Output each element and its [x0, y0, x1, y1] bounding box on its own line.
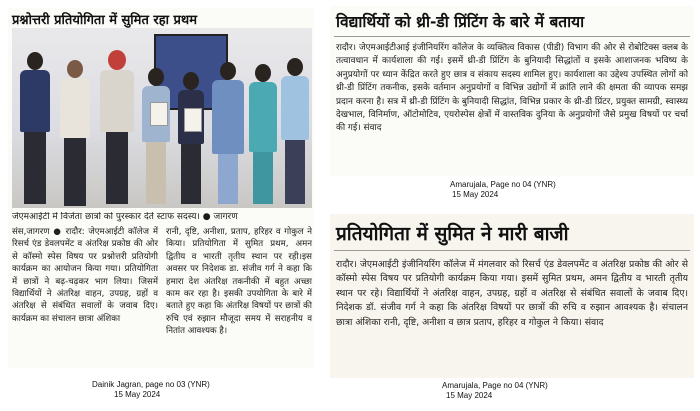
- clip1-date: 15 May 2024: [114, 390, 161, 399]
- person-figure: [280, 58, 310, 208]
- amarujala-clipping-competition: [330, 214, 694, 378]
- clip3-source: Amarujala, Page no 04 (YNR): [442, 381, 548, 390]
- dainik-jagran-clipping: [8, 8, 314, 368]
- person-figure: [18, 52, 52, 208]
- clip3-body: रादौर। जेएमआईटी इंजीनियरिंग कॉलेज में मंगलवार को रिसर्च एंड डेवलपमेंट व अंतरिक्ष प्रकोष्ठ की ओर से कॉस्मो स्पेस विषय पर प्रतियोगी कार्यक्रम किया गया। इसमें सुमित प्रथम, अमन द्वितीय व भारती तृतीय स्थान पर रहे। विद्यार्थियों ने अंतरिक्ष वाहन, उपग्रह, ग्रहों व अंतरिक्ष से संबंधित सवालों के जवाब दिए। निदेशक डॉ. संजीव गर्ग ने कहा कि अंतरिक्ष विषयों पर छात्रों की रुचि व रुझान आवश्यक है। संचालन छात्रा अंशिका रानी, दृष्टि, अनीशा व छात्र प्रताप, हरिहर व गोकुल ने किया। संवाद: [336, 259, 688, 328]
- clip2-date: 15 May 2024: [452, 190, 499, 199]
- clip2-headline: विद्यार्थियों को थ्री-डी प्रिंटिंग के बारे में बताया: [336, 13, 585, 31]
- award-ceremony-photo: [12, 28, 312, 208]
- certificate: [150, 102, 168, 126]
- certificate: [184, 108, 202, 132]
- clip2-source: Amarujala, Page no 04 (YNR): [450, 180, 556, 189]
- clip1-headline: प्रश्नोत्तरी प्रतियोगिता में सुमित रहा प्रथम: [12, 13, 197, 28]
- person-figure: [58, 60, 92, 208]
- divider: [334, 36, 690, 37]
- person-figure: [248, 64, 278, 208]
- person-figure: [176, 72, 206, 208]
- clip2-body: रादौर। जेएमआईटीआई इंजीनियरिंग कॉलेज के व्यक्तित्व विकास (पीडी) विभाग की ओर से रोबोटिक्स क्लब के तत्वावधान में कार्यशाला की गई। इसमें थ्री-डी प्रिंटिंग के बुनियादी सिद्धांतों व इसके आशाजनक भविष्य के अनुप्रयोगों पर ध्यान केंद्रित करते हुए छात्र व संकाय सदस्य शामिल हुए। कार्यशाला का उद्देश्य उपस्थित लोगों को थ्री-डी प्रिंटिंग तकनीक, इसके वर्तमान अनुप्रयोगों व विभिन्न उद्योगों में क्रांति लाने की क्षमता की व्यापक समझ प्रदान करना है। सत्र में थ्री-डी प्रिंटिंग के बुनियादी सिद्धांत, विभिन्न प्रकार के थ्री-डी प्रिंटर, प्रयुक्त सामग्री, स्वास्थ्य देखभाल, विनिर्माण, ऑटोमोटिव, एयरोस्पेस क्षेत्रों में वास्तविक दुनिया के अनुप्रयोगों जैसे प्रमुख विषयों पर चर्चा की गई। संवाद: [336, 43, 688, 134]
- person-figure: [98, 50, 136, 208]
- clip3-headline: प्रतियोगिता में सुमित ने मारी बाजी: [336, 223, 569, 245]
- amarujala-clipping-3d-printing: [330, 6, 694, 176]
- clip1-column-2: रानी, दृष्टि, अनीशा, प्रताप, हरिहर व गोकुल ने किया। प्रतियोगिता में सुमित प्रथम, अमन द्वितीय व भारती तृतीय स्थान पर रही।इस अवसर पर निदेशक डा. संजीव गर्ग ने कहा कि हमारा देश अंतरिक्ष तकनीकी में बहुत अच्छा काम कर रहा है। इसकी उपयोगिता के बारे में बताते हुए कहा कि अंतरिक्ष विषयों पर छात्रों की रुचि एवं रुझान मौजूदा समय में सराहनीय व नितांत आवश्यक है।: [166, 227, 312, 337]
- person-figure: [210, 62, 246, 208]
- photo-caption: जेएमआईटी में विजेता छात्रों को पुरस्कार देते स्टाफ सदस्य। ● जागरण: [12, 212, 238, 222]
- clip3-date: 15 May 2024: [446, 391, 493, 400]
- clip1-column-1: संस,जागरण ● रादौर: जेएमआईटी कॉलेज में रिसर्च एंड डेवलपमेंट व अंतरिक्ष प्रकोष्ठ की ओर से कॉस्मो स्पेस विषय पर प्रश्नोत्तरी प्रतियोगी कार्यक्रम का आयोजन किया गया। प्रतियोगिता में छात्रों ने बढ़-चढ़कर भाग लिया। जिसमें विद्यार्थियों ने अंतरिक्ष वाहन, उपग्रह, ग्रहों व अंतरिक्ष से संबंधित सवालों के जवाब दिए। कार्यक्रम का संचालन छात्रा अंशिका: [12, 227, 158, 324]
- clip1-article: [12, 226, 312, 366]
- clip1-source: Dainik Jagran, page no 03 (YNR): [92, 380, 210, 389]
- divider: [334, 250, 690, 251]
- person-figure: [140, 68, 172, 208]
